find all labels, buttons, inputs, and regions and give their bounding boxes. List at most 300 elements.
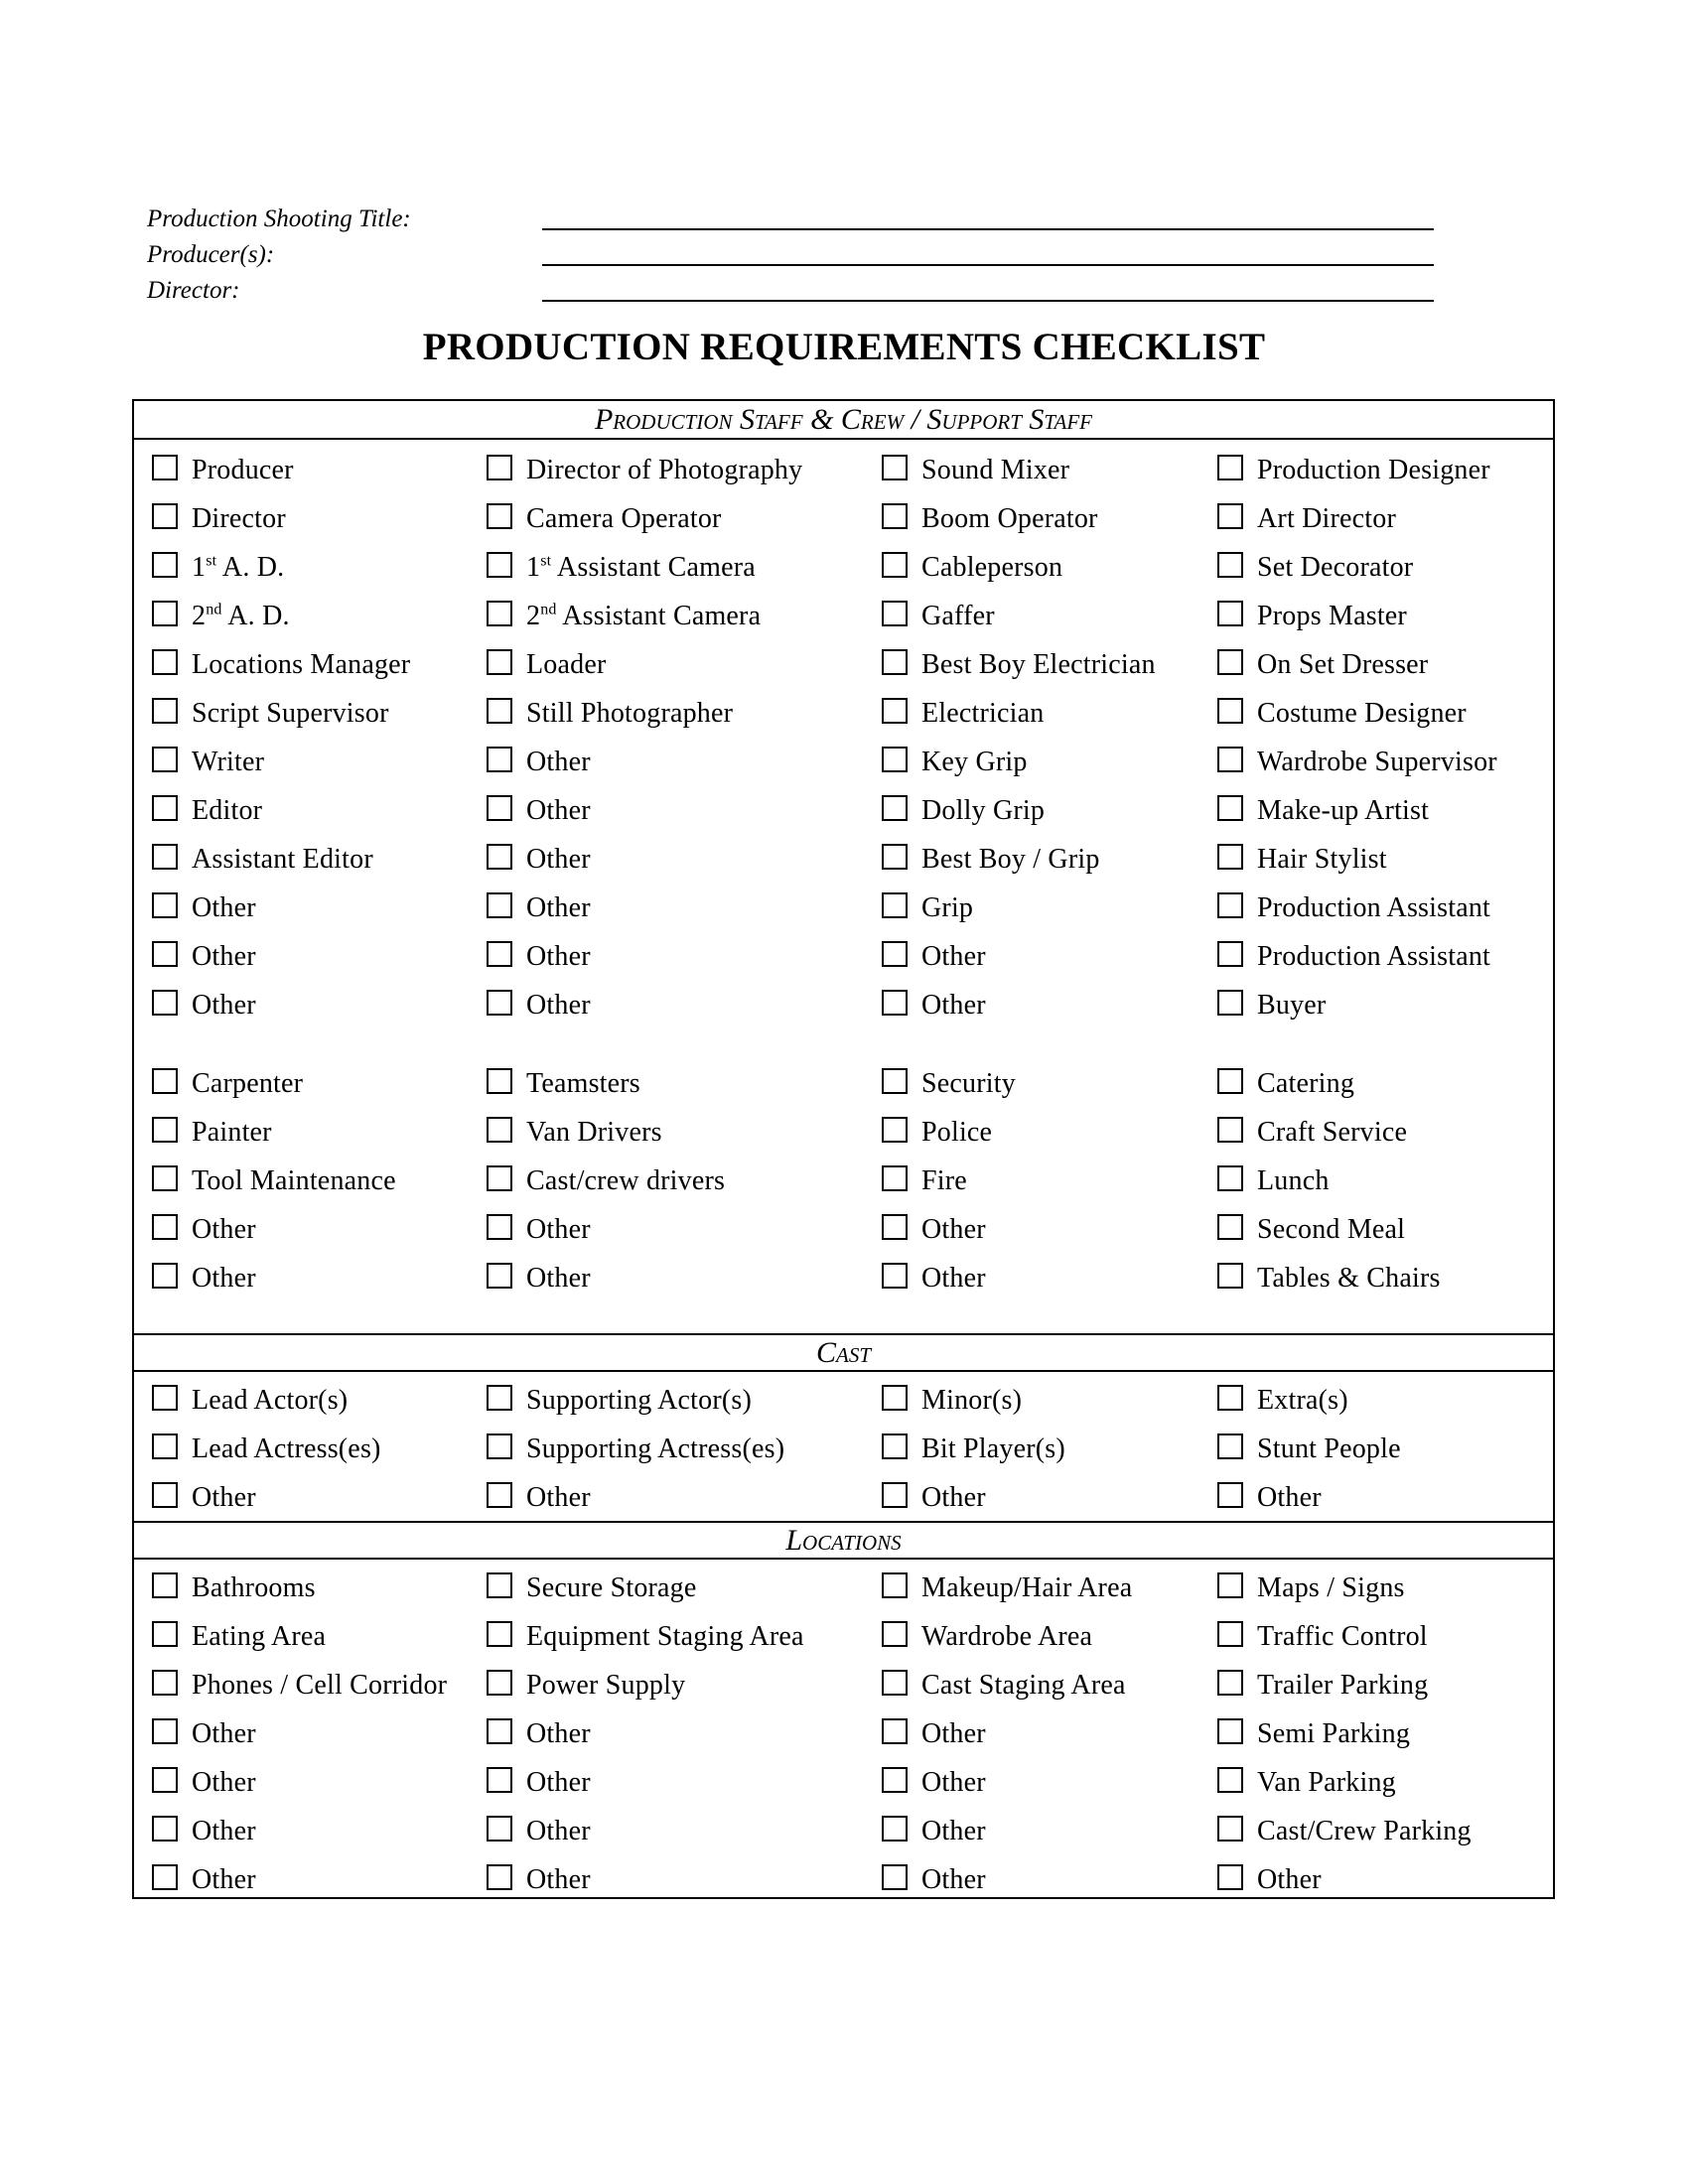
staff-section bbox=[134, 440, 1553, 1333]
checkbox[interactable] bbox=[152, 747, 178, 772]
checkbox[interactable] bbox=[487, 1263, 512, 1289]
checklist-item-label: Best Boy Electrician bbox=[921, 648, 1156, 680]
checklist-item-production-assistant[interactable] bbox=[1217, 932, 1573, 981]
checklist-item-label: Other bbox=[526, 940, 591, 972]
checklist-item-label: Catering bbox=[1257, 1067, 1355, 1099]
checkbox[interactable] bbox=[1217, 747, 1243, 772]
checklist-item-label: Editor bbox=[192, 794, 263, 826]
checklist-item-label: Wardrobe Area bbox=[921, 1620, 1093, 1652]
checklist-item-buyer[interactable] bbox=[1217, 981, 1573, 1029]
staff-grid bbox=[134, 446, 1553, 1029]
checklist-item-other[interactable] bbox=[152, 1855, 487, 1904]
checklist-item-other[interactable] bbox=[152, 884, 487, 932]
checklist-item-make-up-artist[interactable] bbox=[1217, 786, 1573, 835]
checkbox[interactable] bbox=[152, 1263, 178, 1289]
checkbox[interactable] bbox=[152, 1165, 178, 1191]
checklist-item-label: 1st Assistant Camera bbox=[526, 551, 756, 583]
checklist-item-label: Painter bbox=[192, 1116, 272, 1148]
checkbox[interactable] bbox=[152, 941, 178, 967]
checkbox[interactable] bbox=[487, 1482, 512, 1508]
checkbox[interactable] bbox=[152, 844, 178, 870]
checkbox[interactable] bbox=[487, 1718, 512, 1744]
checkbox[interactable] bbox=[882, 455, 908, 480]
checkbox[interactable] bbox=[152, 1816, 178, 1842]
checklist-item-2nd-assistant-camera[interactable] bbox=[487, 592, 882, 640]
checklist-item-label: Art Director bbox=[1257, 502, 1397, 534]
checklist-item-label: Other bbox=[921, 989, 986, 1021]
checklist-item-label: Set Decorator bbox=[1257, 551, 1414, 583]
checkbox[interactable] bbox=[487, 844, 512, 870]
checkbox[interactable] bbox=[882, 1214, 908, 1240]
checkbox[interactable] bbox=[882, 1670, 908, 1696]
checkbox[interactable] bbox=[487, 601, 512, 626]
checklist-item-set-decorator[interactable] bbox=[1217, 543, 1573, 592]
checklist-item-label: Cableperson bbox=[921, 551, 1063, 583]
checklist-item-label: Other bbox=[526, 989, 591, 1021]
checklist-item-other[interactable] bbox=[487, 1709, 882, 1758]
checklist-item-other[interactable] bbox=[152, 1709, 487, 1758]
checklist-item-dolly-grip[interactable] bbox=[882, 786, 1217, 835]
checkbox[interactable] bbox=[487, 1670, 512, 1696]
production-title-field[interactable] bbox=[542, 228, 1434, 230]
checklist-item-label: Cast/Crew Parking bbox=[1257, 1815, 1472, 1846]
checkbox[interactable] bbox=[882, 1068, 908, 1094]
checklist-item-lead-actor-s[interactable] bbox=[152, 1376, 487, 1425]
checklist-item-sound-mixer[interactable] bbox=[882, 446, 1217, 494]
checkbox[interactable] bbox=[487, 1572, 512, 1598]
checklist-item-label: Other bbox=[192, 1481, 256, 1513]
checkbox[interactable] bbox=[882, 1767, 908, 1793]
checklist-item-other[interactable] bbox=[1217, 1855, 1573, 1904]
checkbox[interactable] bbox=[487, 1214, 512, 1240]
checklist-item-label: Production Assistant bbox=[1257, 940, 1491, 972]
checkbox[interactable] bbox=[487, 892, 512, 918]
checkbox[interactable] bbox=[882, 601, 908, 626]
checklist-item-carpenter[interactable] bbox=[152, 1059, 487, 1108]
checklist-item-security[interactable] bbox=[882, 1059, 1217, 1108]
checklist-item-other[interactable] bbox=[487, 884, 882, 932]
checklist-item-label: Other bbox=[192, 940, 256, 972]
checklist-item-label: Wardrobe Supervisor bbox=[1257, 746, 1497, 777]
checkbox[interactable] bbox=[882, 1385, 908, 1411]
checkbox[interactable] bbox=[487, 1068, 512, 1094]
checklist-item-label: Sound Mixer bbox=[921, 454, 1070, 485]
checkbox[interactable] bbox=[152, 1767, 178, 1793]
checkbox[interactable] bbox=[152, 1482, 178, 1508]
checkbox[interactable] bbox=[487, 747, 512, 772]
checklist-item-label: Other bbox=[192, 1863, 256, 1895]
checklist-item-other[interactable] bbox=[1217, 1473, 1573, 1522]
checklist-item-label: Stunt People bbox=[1257, 1433, 1401, 1464]
page-title: PRODUCTION REQUIREMENTS CHECKLIST bbox=[422, 326, 1266, 368]
checkbox[interactable] bbox=[152, 1385, 178, 1411]
checklist-item-label: Cast Staging Area bbox=[921, 1669, 1126, 1701]
checkbox[interactable] bbox=[882, 1864, 908, 1890]
checklist-item-other[interactable] bbox=[152, 1205, 487, 1254]
checkbox[interactable] bbox=[152, 601, 178, 626]
checklist-item-other[interactable] bbox=[882, 1473, 1217, 1522]
checkbox[interactable] bbox=[882, 795, 908, 821]
checkbox[interactable] bbox=[1217, 1670, 1243, 1696]
checkbox[interactable] bbox=[882, 990, 908, 1016]
checkbox[interactable] bbox=[1217, 552, 1243, 578]
checklist-item-writer[interactable] bbox=[152, 738, 487, 786]
checkbox[interactable] bbox=[1217, 1117, 1243, 1143]
checklist-item-other[interactable] bbox=[487, 786, 882, 835]
checklist-item-eating-area[interactable] bbox=[152, 1612, 487, 1661]
checkbox[interactable] bbox=[487, 1165, 512, 1191]
checklist-item-grip[interactable] bbox=[882, 884, 1217, 932]
checkbox[interactable] bbox=[1217, 1214, 1243, 1240]
checkbox[interactable] bbox=[882, 649, 908, 675]
checklist-item-label: Lead Actress(es) bbox=[192, 1433, 381, 1464]
checklist-item-best-boy-electrician[interactable] bbox=[882, 640, 1217, 689]
checklist-item-label: Other bbox=[192, 1213, 256, 1245]
checklist-item-label: Best Boy / Grip bbox=[921, 843, 1100, 875]
checklist-item-bit-player-s[interactable] bbox=[882, 1425, 1217, 1473]
director-field[interactable] bbox=[542, 300, 1434, 302]
checklist-item-assistant-editor[interactable] bbox=[152, 835, 487, 884]
checklist-item-painter[interactable] bbox=[152, 1108, 487, 1157]
checkbox[interactable] bbox=[152, 503, 178, 529]
checklist-item-traffic-control[interactable] bbox=[1217, 1612, 1573, 1661]
checklist-item-other[interactable] bbox=[487, 1254, 882, 1302]
checkbox[interactable] bbox=[1217, 1864, 1243, 1890]
checkbox[interactable] bbox=[1217, 844, 1243, 870]
checklist-item-minor-s[interactable] bbox=[882, 1376, 1217, 1425]
checkbox[interactable] bbox=[1217, 649, 1243, 675]
checklist-item-cast-staging-area[interactable] bbox=[882, 1661, 1217, 1709]
checklist-item-cast-crew-drivers[interactable] bbox=[487, 1157, 882, 1205]
checklist-item-other[interactable] bbox=[487, 835, 882, 884]
checklist-item-label: Police bbox=[921, 1116, 993, 1148]
checklist-item-boom-operator[interactable] bbox=[882, 494, 1217, 543]
checklist-item-tables-chairs[interactable] bbox=[1217, 1254, 1573, 1302]
checklist-item-label: Make-up Artist bbox=[1257, 794, 1430, 826]
checkbox[interactable] bbox=[1217, 941, 1243, 967]
checkbox[interactable] bbox=[882, 1165, 908, 1191]
checklist-item-editor[interactable] bbox=[152, 786, 487, 835]
checklist-item-other[interactable] bbox=[882, 1709, 1217, 1758]
checklist-item-label: Fire bbox=[921, 1164, 967, 1196]
checklist-item-other[interactable] bbox=[487, 981, 882, 1029]
checklist-item-other[interactable] bbox=[152, 981, 487, 1029]
checklist-item-extra-s[interactable] bbox=[1217, 1376, 1573, 1425]
checkbox[interactable] bbox=[882, 1482, 908, 1508]
checkbox[interactable] bbox=[1217, 1767, 1243, 1793]
checklist-item-label: Loader bbox=[526, 648, 607, 680]
checklist-item-best-boy-grip[interactable] bbox=[882, 835, 1217, 884]
checklist-item-director-of-photography[interactable] bbox=[487, 446, 882, 494]
checklist-item-power-supply[interactable] bbox=[487, 1661, 882, 1709]
checkbox[interactable] bbox=[152, 1670, 178, 1696]
checklist-item-label: Other bbox=[526, 1262, 591, 1294]
checkbox[interactable] bbox=[882, 503, 908, 529]
checklist-item-label: Other bbox=[526, 746, 591, 777]
checkbox[interactable] bbox=[882, 1117, 908, 1143]
checklist-item-other[interactable] bbox=[487, 1807, 882, 1855]
checkbox[interactable] bbox=[487, 941, 512, 967]
checklist-item-makeup-hair-area[interactable] bbox=[882, 1564, 1217, 1612]
checklist-item-fire[interactable] bbox=[882, 1157, 1217, 1205]
checklist-item-2nd-a-d[interactable] bbox=[152, 592, 487, 640]
checklist-item-1st-a-d[interactable] bbox=[152, 543, 487, 592]
checkbox[interactable] bbox=[487, 1864, 512, 1890]
checkbox[interactable] bbox=[1217, 990, 1243, 1016]
producers-field[interactable] bbox=[542, 264, 1434, 266]
checkbox[interactable] bbox=[152, 1621, 178, 1647]
checklist-item-label: Other bbox=[526, 1717, 591, 1749]
checklist-item-other[interactable] bbox=[152, 1254, 487, 1302]
checklist-item-police[interactable] bbox=[882, 1108, 1217, 1157]
checklist-item-other[interactable] bbox=[487, 932, 882, 981]
checklist-item-supporting-actor-s[interactable] bbox=[487, 1376, 882, 1425]
checklist-item-label: Lead Actor(s) bbox=[192, 1384, 349, 1416]
checkbox[interactable] bbox=[487, 552, 512, 578]
checklist-item-catering[interactable] bbox=[1217, 1059, 1573, 1108]
checklist-item-label: 2nd Assistant Camera bbox=[526, 600, 762, 631]
checklist-item-label: Minor(s) bbox=[921, 1384, 1023, 1416]
checklist-item-label: Locations Manager bbox=[192, 648, 411, 680]
checkbox[interactable] bbox=[487, 990, 512, 1016]
checklist-item-key-grip[interactable] bbox=[882, 738, 1217, 786]
checkbox[interactable] bbox=[152, 552, 178, 578]
checklist-item-other[interactable] bbox=[882, 932, 1217, 981]
checkbox[interactable] bbox=[1217, 1621, 1243, 1647]
checkbox[interactable] bbox=[882, 747, 908, 772]
checklist-item-label: Van Drivers bbox=[526, 1116, 662, 1148]
checklist-item-other[interactable] bbox=[152, 1473, 487, 1522]
checkbox[interactable] bbox=[882, 1816, 908, 1842]
checklist-item-label: Other bbox=[526, 1815, 591, 1846]
production-title-row bbox=[147, 199, 1438, 234]
checklist-item-equipment-staging-area[interactable] bbox=[487, 1612, 882, 1661]
checklist-item-craft-service[interactable] bbox=[1217, 1108, 1573, 1157]
checkbox[interactable] bbox=[882, 552, 908, 578]
checkbox[interactable] bbox=[487, 649, 512, 675]
checklist-item-other[interactable] bbox=[882, 1855, 1217, 1904]
checklist-item-label: Buyer bbox=[1257, 989, 1327, 1021]
checkbox[interactable] bbox=[1217, 1572, 1243, 1598]
checklist-item-label: Other bbox=[921, 940, 986, 972]
checklist-item-van-parking[interactable] bbox=[1217, 1758, 1573, 1807]
checklist-item-lunch[interactable] bbox=[1217, 1157, 1573, 1205]
checklist-item-label: Supporting Actor(s) bbox=[526, 1384, 753, 1416]
checklist-item-still-photographer[interactable] bbox=[487, 689, 882, 738]
checklist-item-label: Tables & Chairs bbox=[1257, 1262, 1441, 1294]
checkbox[interactable] bbox=[487, 1433, 512, 1459]
checkbox[interactable] bbox=[1217, 1482, 1243, 1508]
checklist-item-other[interactable] bbox=[882, 1205, 1217, 1254]
checklist-item-wardrobe-supervisor[interactable] bbox=[1217, 738, 1573, 786]
checklist-item-label: Supporting Actress(es) bbox=[526, 1433, 785, 1464]
checkbox[interactable] bbox=[882, 1572, 908, 1598]
checklist-item-van-drivers[interactable] bbox=[487, 1108, 882, 1157]
checklist-item-bathrooms[interactable] bbox=[152, 1564, 487, 1612]
checkbox[interactable] bbox=[487, 1117, 512, 1143]
checkbox[interactable] bbox=[1217, 698, 1243, 724]
checkbox[interactable] bbox=[1217, 892, 1243, 918]
checklist-item-label: Lunch bbox=[1257, 1164, 1330, 1196]
checklist-item-label: On Set Dresser bbox=[1257, 648, 1429, 680]
checklist-item-label: Still Photographer bbox=[526, 697, 734, 729]
checklist-item-label: Other bbox=[526, 1213, 591, 1245]
checkbox[interactable] bbox=[152, 649, 178, 675]
checklist-item-other[interactable] bbox=[152, 1758, 487, 1807]
checklist-item-production-assistant[interactable] bbox=[1217, 884, 1573, 932]
checklist-item-lead-actress-es[interactable] bbox=[152, 1425, 487, 1473]
checklist-item-costume-designer[interactable] bbox=[1217, 689, 1573, 738]
checkbox[interactable] bbox=[1217, 795, 1243, 821]
checklist-item-other[interactable] bbox=[882, 1254, 1217, 1302]
checklist-item-supporting-actress-es[interactable] bbox=[487, 1425, 882, 1473]
checklist-item-other[interactable] bbox=[487, 1855, 882, 1904]
checklist-item-other[interactable] bbox=[487, 738, 882, 786]
production-title-label: Production Shooting Title: bbox=[147, 205, 411, 232]
checkbox[interactable] bbox=[1217, 601, 1243, 626]
checklist-item-maps-signs[interactable] bbox=[1217, 1564, 1573, 1612]
checklist-item-props-master[interactable] bbox=[1217, 592, 1573, 640]
checkbox[interactable] bbox=[882, 1621, 908, 1647]
checkbox[interactable] bbox=[152, 795, 178, 821]
checkbox[interactable] bbox=[1217, 1068, 1243, 1094]
checklist-item-label: Script Supervisor bbox=[192, 697, 389, 729]
checklist-item-label: Other bbox=[921, 1766, 986, 1798]
checklist-item-trailer-parking[interactable] bbox=[1217, 1661, 1573, 1709]
checklist-item-label: Bit Player(s) bbox=[921, 1433, 1065, 1464]
checklist-item-label: Director of Photography bbox=[526, 454, 803, 485]
checkbox[interactable] bbox=[1217, 1165, 1243, 1191]
checkbox[interactable] bbox=[882, 1263, 908, 1289]
checkbox[interactable] bbox=[152, 1068, 178, 1094]
checklist-item-label: Bathrooms bbox=[192, 1571, 316, 1603]
checklist-item-label: 1st A. D. bbox=[192, 551, 285, 583]
checklist-item-hair-stylist[interactable] bbox=[1217, 835, 1573, 884]
checkbox[interactable] bbox=[487, 1816, 512, 1842]
checklist-item-other[interactable] bbox=[882, 981, 1217, 1029]
checkbox[interactable] bbox=[882, 1718, 908, 1744]
producers-row bbox=[147, 234, 1438, 270]
checklist-item-secure-storage[interactable] bbox=[487, 1564, 882, 1612]
checkbox[interactable] bbox=[487, 1767, 512, 1793]
checkbox[interactable] bbox=[1217, 455, 1243, 480]
checklist-item-teamsters[interactable] bbox=[487, 1059, 882, 1108]
checklist-item-phones-cell-corridor[interactable] bbox=[152, 1661, 487, 1709]
checklist-item-other[interactable] bbox=[487, 1758, 882, 1807]
checkbox[interactable] bbox=[487, 698, 512, 724]
checklist-item-wardrobe-area[interactable] bbox=[882, 1612, 1217, 1661]
checkbox[interactable] bbox=[1217, 1385, 1243, 1411]
section-spacer bbox=[134, 1029, 1553, 1059]
checkbox[interactable] bbox=[1217, 1718, 1243, 1744]
checklist-item-label: Other bbox=[1257, 1863, 1322, 1895]
checklist-item-second-meal[interactable] bbox=[1217, 1205, 1573, 1254]
checklist-item-label: Other bbox=[1257, 1481, 1322, 1513]
checkbox[interactable] bbox=[152, 1718, 178, 1744]
checkbox[interactable] bbox=[487, 1621, 512, 1647]
checklist-item-cableperson[interactable] bbox=[882, 543, 1217, 592]
checklist-item-label: Eating Area bbox=[192, 1620, 327, 1652]
cast-section-header: Cast bbox=[134, 1333, 1553, 1372]
checklist-item-label: Other bbox=[526, 1481, 591, 1513]
checkbox[interactable] bbox=[487, 795, 512, 821]
checklist-item-label: Assistant Editor bbox=[192, 843, 373, 875]
checkbox[interactable] bbox=[152, 990, 178, 1016]
checklist-item-producer[interactable] bbox=[152, 446, 487, 494]
checklist-item-label: Grip bbox=[921, 891, 974, 923]
checklist-item-loader[interactable] bbox=[487, 640, 882, 689]
checklist-item-label: Second Meal bbox=[1257, 1213, 1406, 1245]
checklist-item-other[interactable] bbox=[487, 1473, 882, 1522]
checklist-item-other[interactable] bbox=[487, 1205, 882, 1254]
checklist-item-other[interactable] bbox=[882, 1758, 1217, 1807]
checkbox[interactable] bbox=[882, 941, 908, 967]
checklist-item-label: Other bbox=[526, 891, 591, 923]
checklist-item-label: Secure Storage bbox=[526, 1571, 697, 1603]
checklist-item-tool-maintenance[interactable] bbox=[152, 1157, 487, 1205]
checklist-item-electrician[interactable] bbox=[882, 689, 1217, 738]
checklist-item-label: Equipment Staging Area bbox=[526, 1620, 804, 1652]
checklist-item-cast-crew-parking[interactable] bbox=[1217, 1807, 1573, 1855]
support-staff-grid bbox=[134, 1059, 1553, 1302]
checklist-item-label: Traffic Control bbox=[1257, 1620, 1428, 1652]
checkbox[interactable] bbox=[152, 1214, 178, 1240]
checkbox[interactable] bbox=[487, 455, 512, 480]
checkbox[interactable] bbox=[1217, 1263, 1243, 1289]
checklist-item-label: Van Parking bbox=[1257, 1766, 1396, 1798]
checkbox[interactable] bbox=[882, 1433, 908, 1459]
cast-section bbox=[134, 1372, 1553, 1521]
checkbox[interactable] bbox=[152, 1864, 178, 1890]
checklist-item-stunt-people[interactable] bbox=[1217, 1425, 1573, 1473]
checkbox[interactable] bbox=[152, 1572, 178, 1598]
checkbox[interactable] bbox=[487, 503, 512, 529]
checkbox[interactable] bbox=[152, 455, 178, 480]
checkbox[interactable] bbox=[1217, 1433, 1243, 1459]
checkbox[interactable] bbox=[152, 1433, 178, 1459]
checklist-item-label: Other bbox=[921, 1213, 986, 1245]
director-label: Director: bbox=[147, 277, 240, 304]
checklist-item-gaffer[interactable] bbox=[882, 592, 1217, 640]
checklist-item-director[interactable] bbox=[152, 494, 487, 543]
checkbox[interactable] bbox=[1217, 503, 1243, 529]
checkbox[interactable] bbox=[487, 1385, 512, 1411]
checklist-item-other[interactable] bbox=[152, 932, 487, 981]
checklist-item-label: Semi Parking bbox=[1257, 1717, 1411, 1749]
checklist-item-other[interactable] bbox=[882, 1807, 1217, 1855]
checklist-item-label: Other bbox=[192, 1717, 256, 1749]
checkbox[interactable] bbox=[152, 1117, 178, 1143]
director-row bbox=[147, 270, 1438, 306]
checkbox[interactable] bbox=[882, 844, 908, 870]
checkbox[interactable] bbox=[882, 892, 908, 918]
checklist-item-other[interactable] bbox=[152, 1807, 487, 1855]
checkbox[interactable] bbox=[152, 698, 178, 724]
cast-grid bbox=[134, 1376, 1553, 1522]
checkbox[interactable] bbox=[1217, 1816, 1243, 1842]
checklist-item-label: Props Master bbox=[1257, 600, 1407, 631]
checklist-item-1st-assistant-camera[interactable] bbox=[487, 543, 882, 592]
checklist-item-art-director[interactable] bbox=[1217, 494, 1573, 543]
checklist-item-script-supervisor[interactable] bbox=[152, 689, 487, 738]
checklist-item-locations-manager[interactable] bbox=[152, 640, 487, 689]
checklist-item-camera-operator[interactable] bbox=[487, 494, 882, 543]
checkbox[interactable] bbox=[152, 892, 178, 918]
checklist-item-semi-parking[interactable] bbox=[1217, 1709, 1573, 1758]
checklist-item-production-designer[interactable] bbox=[1217, 446, 1573, 494]
checkbox[interactable] bbox=[882, 698, 908, 724]
checklist-item-on-set-dresser[interactable] bbox=[1217, 640, 1573, 689]
